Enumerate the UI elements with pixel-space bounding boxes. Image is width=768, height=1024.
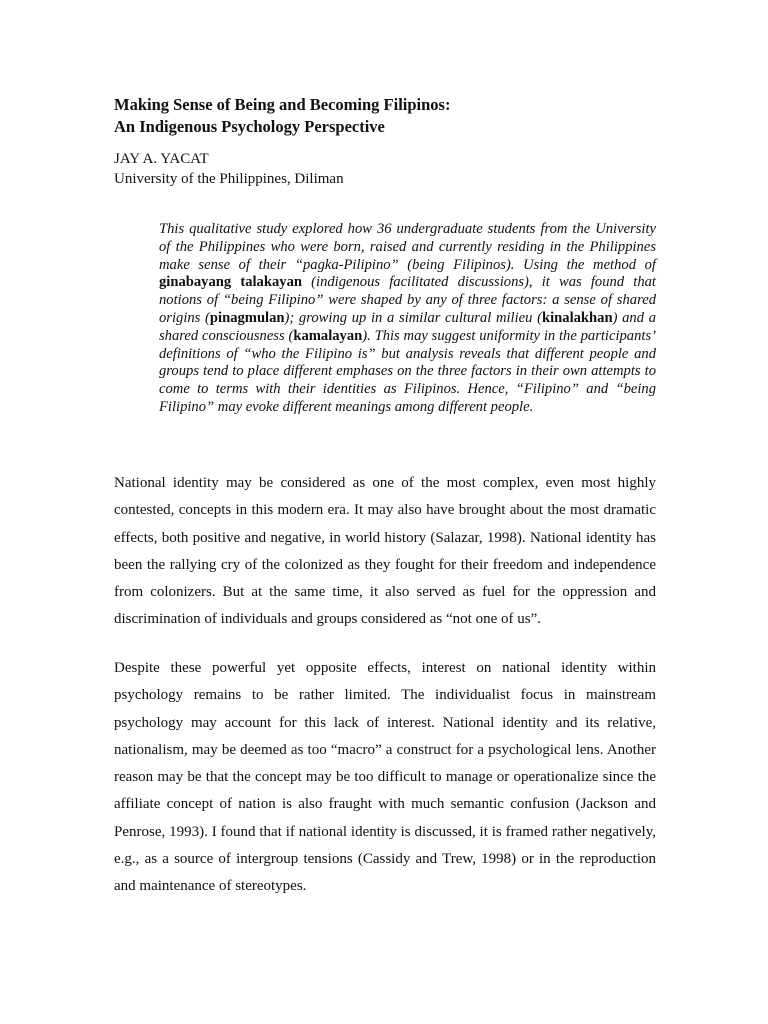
abstract-term-kinalakhan: kinalakhan [541, 309, 613, 326]
paper-title [114, 94, 674, 138]
abstract-term-pinagmulan: pinagmulan [209, 309, 285, 326]
abstract-term-kamalayan: kamalayan [293, 327, 363, 344]
abstract-text-2: (indigenous facilitated discussions), it was found that notions of “being Filipino” were shaped by any of three factors: a sense of shared origins ( [159, 274, 656, 326]
abstract-term-ginabayang-talakayan: ginabayang talakayan [159, 274, 302, 291]
abstract [159, 221, 656, 417]
paper-title-line-2: An Indigenous Psychology Perspective [114, 117, 385, 136]
abstract-text-3: ); growing up in a similar cultural milieu ( [284, 309, 542, 326]
body-paragraph-1: National identity may be considered as one of the most complex, even most highly contested, concepts in this modern era. It may also have brought about the most dramatic effects, both positive and negative, in world history (Salazar, 1998). National identity has been the rallying cry of the colonized as they fought for their freedom and independence from colonizers. But at the same time, it also served as fuel for the oppression and discrimination of individuals and groups considered as “not one of us”. [114, 475, 656, 628]
abstract-text-5: ). This may suggest uniformity in the participants’ definitions of “who the Filipino is” but analysis reveals that different people and groups tend to place different emphases on the three factors in their own attempts to come to terms with their identities as Filipinos. Hence, “Filipino” and “being Filipino” may evoke different meanings among different people. [159, 327, 656, 415]
author-affiliation: University of the Philippines, Diliman [114, 171, 344, 187]
abstract-text-1: This qualitative study explored how 36 undergraduate students from the University of the Philippines who were born, raised and currently residing in the Philippines make sense of their “pagka-Pilipino” (being Filipinos). Using the method of [159, 221, 656, 273]
paper-title-line-1: Making Sense of Being and Becoming Filipinos: [114, 95, 451, 114]
abstract-text-4: ) and a shared consciousness ( [159, 309, 656, 344]
body-paragraph-2: Despite these powerful yet opposite effects, interest on national identity within psychology remains to be rather limited. The individualist focus in mainstream psychology may account for this lack of interest. National identity and its relative, nationalism, may be deemed as too “macro” a construct for a psychological lens. Another reason may be that the concept may be too difficult to manage or operationalize since the affiliate concept of nation is also fraught with much semantic confusion (Jackson and Penrose, 1993). I found that if national identity is discussed, it is framed rather negatively, e.g., as a source of intergroup tensions (Cassidy and Trew, 1998) or in the reproduction and maintenance of stereotypes. [114, 660, 656, 895]
author-name: JAY A. YACAT [114, 151, 209, 167]
